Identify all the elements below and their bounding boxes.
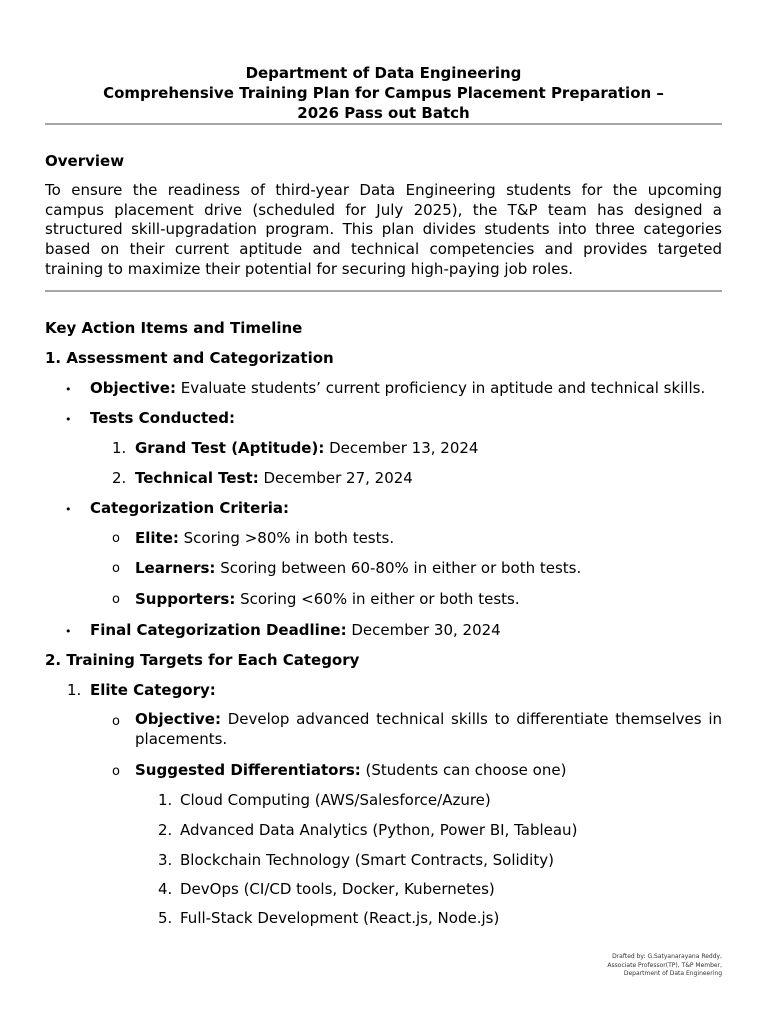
list-number: 3. bbox=[158, 851, 173, 869]
list-item bbox=[90, 680, 216, 700]
circle-bullet-icon: o bbox=[112, 592, 120, 607]
item-text: Evaluate students’ current proficiency in aptitude and technical skills. bbox=[175, 379, 706, 397]
bullet-icon: • bbox=[65, 383, 72, 396]
list-item bbox=[135, 760, 566, 780]
item-text: December 27, 2024 bbox=[258, 469, 413, 487]
item-label: Objective: bbox=[135, 710, 221, 728]
item-label: Final Categorization Deadline: bbox=[90, 621, 347, 639]
overview-paragraph: To ensure the readiness of third-year Data Engineering students for the upcoming campus placement drive (scheduled for July 2025), the T&P team has designed a structured skill-upgradation program. This plan divides students into three categories based on their current aptitude and technical competencies and provides targeted training to maximize their potential for securing high-paying job roles. bbox=[45, 181, 722, 278]
item-label: Grand Test (Aptitude): bbox=[135, 439, 325, 457]
list-number: 4. bbox=[158, 880, 173, 898]
bullet-icon: • bbox=[65, 503, 72, 516]
section-1-heading: 1. Assessment and Categorization bbox=[45, 349, 334, 367]
footer-line: Drafted by: G.Satyanarayana Reddy, bbox=[612, 953, 722, 960]
list-item bbox=[135, 589, 520, 609]
list-item bbox=[90, 620, 501, 640]
item-text: (Students can choose one) bbox=[360, 761, 567, 779]
circle-bullet-icon: o bbox=[112, 714, 120, 729]
list-item bbox=[135, 438, 478, 458]
list-item: Advanced Data Analytics (Python, Power BI, Tableau) bbox=[180, 821, 578, 839]
item-text: Develop advanced technical skills to differentiate themselves in placements. bbox=[135, 710, 722, 748]
title-line-1: Comprehensive Training Plan for Campus Placement Preparation – bbox=[103, 84, 664, 102]
bullet-icon: • bbox=[65, 625, 72, 638]
circle-bullet-icon: o bbox=[112, 561, 120, 576]
item-label: Elite Category: bbox=[90, 681, 216, 699]
circle-bullet-icon: o bbox=[112, 764, 120, 779]
list-item bbox=[135, 528, 394, 548]
list-item bbox=[135, 558, 581, 578]
list-item bbox=[90, 498, 289, 518]
list-item: Cloud Computing (AWS/Salesforce/Azure) bbox=[180, 791, 491, 809]
footer-line: Associate Professor(TP), T&P Member, bbox=[607, 961, 722, 969]
title-line-2: 2026 Pass out Batch bbox=[297, 104, 470, 122]
item-text: December 30, 2024 bbox=[346, 621, 501, 639]
list-item bbox=[90, 378, 705, 398]
item-text: Scoring between 60-80% in either or both tests. bbox=[215, 559, 582, 577]
list-item: Full-Stack Development (React.js, Node.js) bbox=[180, 909, 500, 927]
item-label: Learners: bbox=[135, 559, 216, 577]
overview-heading: Overview bbox=[45, 152, 125, 170]
item-text: Scoring >80% in both tests. bbox=[178, 529, 395, 547]
list-item bbox=[135, 468, 413, 488]
item-label: Tests Conducted: bbox=[90, 409, 236, 427]
list-number: 1. bbox=[67, 681, 82, 699]
circle-bullet-icon: o bbox=[112, 531, 120, 546]
divider bbox=[45, 290, 722, 292]
department-name: Department of Data Engineering bbox=[245, 64, 522, 82]
list-item: DevOps (CI/CD tools, Docker, Kubernetes) bbox=[180, 880, 495, 898]
item-label: Technical Test: bbox=[135, 469, 259, 487]
item-label: Objective: bbox=[90, 379, 176, 397]
divider bbox=[45, 123, 722, 125]
list-number: 2. bbox=[112, 469, 127, 487]
item-label: Supporters: bbox=[135, 590, 236, 608]
item-text: December 13, 2024 bbox=[324, 439, 479, 457]
item-label: Categorization Criteria: bbox=[90, 499, 289, 517]
list-number: 5. bbox=[158, 909, 173, 927]
item-text: Scoring <60% in either or both tests. bbox=[235, 590, 520, 608]
list-item bbox=[135, 710, 722, 749]
item-label: Elite: bbox=[135, 529, 179, 547]
key-actions-heading: Key Action Items and Timeline bbox=[45, 319, 303, 337]
list-item: Blockchain Technology (Smart Contracts, Solidity) bbox=[180, 851, 554, 869]
section-2-heading: 2. Training Targets for Each Category bbox=[45, 651, 360, 669]
list-number: 1. bbox=[158, 791, 173, 809]
list-number: 1. bbox=[112, 439, 127, 457]
footer-line: Department of Data Engineering bbox=[623, 970, 722, 977]
bullet-icon: • bbox=[65, 413, 72, 426]
list-number: 2. bbox=[158, 821, 173, 839]
footer-signature bbox=[607, 953, 722, 979]
document-title bbox=[45, 63, 722, 123]
item-label: Suggested Differentiators: bbox=[135, 761, 361, 779]
list-item bbox=[90, 408, 235, 428]
